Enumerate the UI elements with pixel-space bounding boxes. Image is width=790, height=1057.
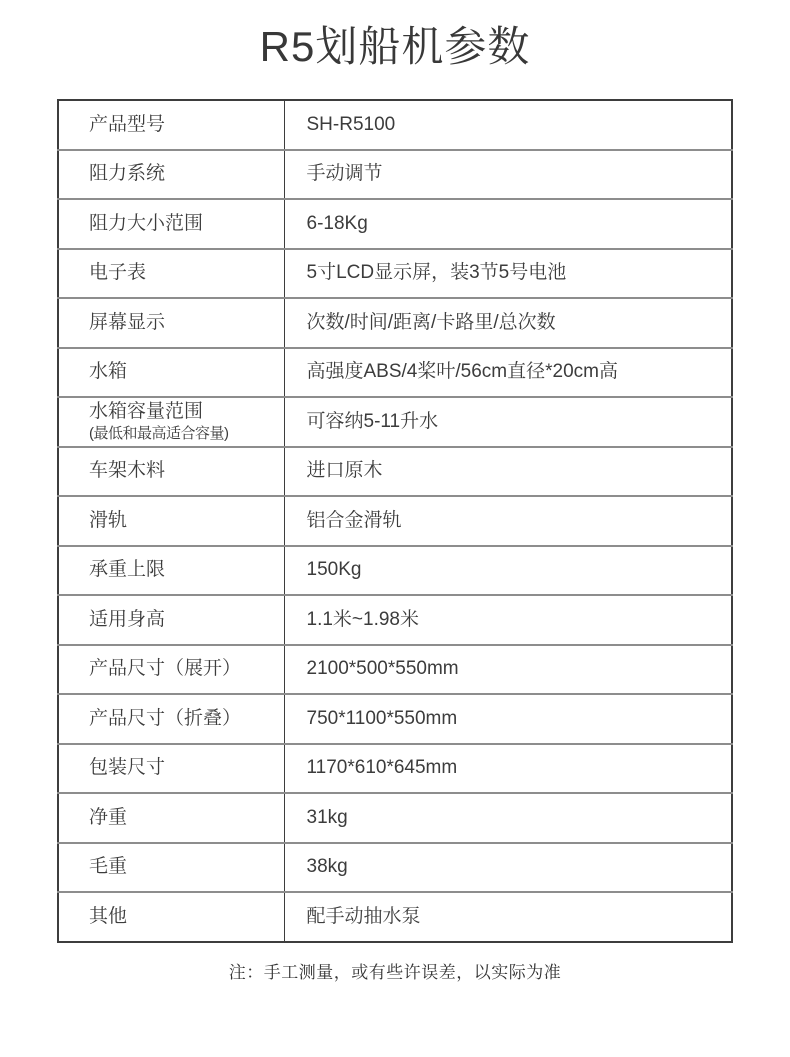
table-row — [58, 892, 732, 942]
spec-value-cell — [284, 298, 732, 348]
spec-value-cell — [284, 744, 732, 794]
table-row — [58, 249, 732, 299]
table-row — [58, 100, 732, 150]
spec-label: 其他 — [89, 905, 128, 927]
spec-label-cell — [58, 100, 284, 150]
table-row — [58, 496, 732, 546]
spec-label: 阻力大小范围 — [89, 212, 204, 234]
spec-value: 2100*500*550mm — [306, 658, 459, 680]
spec-value-cell — [284, 199, 732, 249]
spec-label-cell — [58, 793, 284, 843]
spec-value-cell — [284, 100, 732, 150]
table-row — [58, 447, 732, 497]
spec-label: 净重 — [89, 806, 128, 828]
spec-value: 高强度ABS/4桨叶/56cm直径*20cm高 — [306, 361, 618, 383]
spec-value-cell — [284, 150, 732, 200]
table-row — [58, 298, 732, 348]
spec-value: 31kg — [306, 806, 348, 828]
spec-value: 5寸LCD显示屏，装3节5号电池 — [306, 262, 567, 284]
spec-value-cell — [284, 397, 732, 447]
spec-label: 水箱容量范围 — [89, 401, 204, 423]
spec-label: 毛重 — [89, 856, 128, 878]
spec-value: SH-R5100 — [306, 113, 396, 135]
table-row — [58, 199, 732, 249]
spec-label-cell — [58, 892, 284, 942]
spec-value-cell — [284, 793, 732, 843]
spec-label-cell — [58, 645, 284, 695]
spec-value: 次数/时间/距离/卡路里/总次数 — [306, 311, 556, 333]
spec-sublabel: (最低和最高适合容量) — [89, 424, 229, 442]
spec-value: 铝合金滑轨 — [306, 509, 402, 531]
spec-value: 配手动抽水泵 — [306, 905, 421, 927]
spec-value-cell — [284, 892, 732, 942]
spec-label-cell — [58, 496, 284, 546]
spec-label: 产品尺寸（折叠） — [89, 707, 242, 729]
spec-label-cell — [58, 150, 284, 200]
spec-label: 产品尺寸（展开） — [89, 658, 242, 680]
spec-label-cell — [58, 348, 284, 398]
spec-value-cell — [284, 546, 732, 596]
spec-label-cell — [58, 694, 284, 744]
spec-label: 阻力系统 — [89, 163, 166, 185]
footnote: 注：手工测量，或有些许误差，以实际为准 — [228, 962, 562, 982]
spec-value: 38kg — [306, 856, 348, 878]
table-row — [58, 546, 732, 596]
spec-label-cell — [58, 298, 284, 348]
spec-value: 6-18Kg — [306, 212, 368, 234]
spec-value: 1.1米~1.98米 — [306, 608, 419, 630]
table-row — [58, 397, 732, 447]
spec-table — [57, 99, 733, 943]
spec-label-cell — [58, 249, 284, 299]
spec-label: 产品型号 — [89, 113, 166, 135]
spec-label: 水箱 — [89, 361, 128, 383]
spec-value-cell — [284, 694, 732, 744]
spec-label: 电子表 — [89, 262, 147, 284]
spec-label-cell — [58, 546, 284, 596]
table-row — [58, 595, 732, 645]
spec-value-cell — [284, 595, 732, 645]
spec-value-cell — [284, 447, 732, 497]
spec-label-cell — [58, 595, 284, 645]
table-row — [58, 843, 732, 893]
spec-value-cell — [284, 496, 732, 546]
spec-label-cell — [58, 397, 284, 447]
spec-value: 可容纳5-11升水 — [306, 410, 439, 432]
spec-value: 手动调节 — [306, 163, 383, 185]
spec-label: 屏幕显示 — [89, 311, 166, 333]
spec-value-cell — [284, 645, 732, 695]
spec-label: 包装尺寸 — [89, 757, 166, 779]
page-title: R5划船机参数 — [259, 23, 531, 70]
spec-value: 1170*610*645mm — [306, 757, 458, 779]
spec-value-cell — [284, 843, 732, 893]
spec-value-cell — [284, 348, 732, 398]
spec-label: 承重上限 — [89, 559, 166, 581]
spec-label-cell — [58, 843, 284, 893]
spec-label: 适用身高 — [89, 608, 166, 630]
spec-label: 车架木料 — [89, 460, 166, 482]
spec-label: 滑轨 — [89, 509, 128, 531]
table-row — [58, 744, 732, 794]
spec-value: 150Kg — [306, 559, 362, 581]
spec-value: 进口原木 — [306, 460, 383, 482]
table-row — [58, 793, 732, 843]
table-row — [58, 645, 732, 695]
spec-value: 750*1100*550mm — [306, 707, 458, 729]
spec-label-cell — [58, 744, 284, 794]
table-row — [58, 694, 732, 744]
spec-table-body — [58, 100, 732, 942]
spec-label-cell — [58, 447, 284, 497]
spec-label-cell — [58, 199, 284, 249]
table-row — [58, 348, 732, 398]
spec-value-cell — [284, 249, 732, 299]
table-row — [58, 150, 732, 200]
